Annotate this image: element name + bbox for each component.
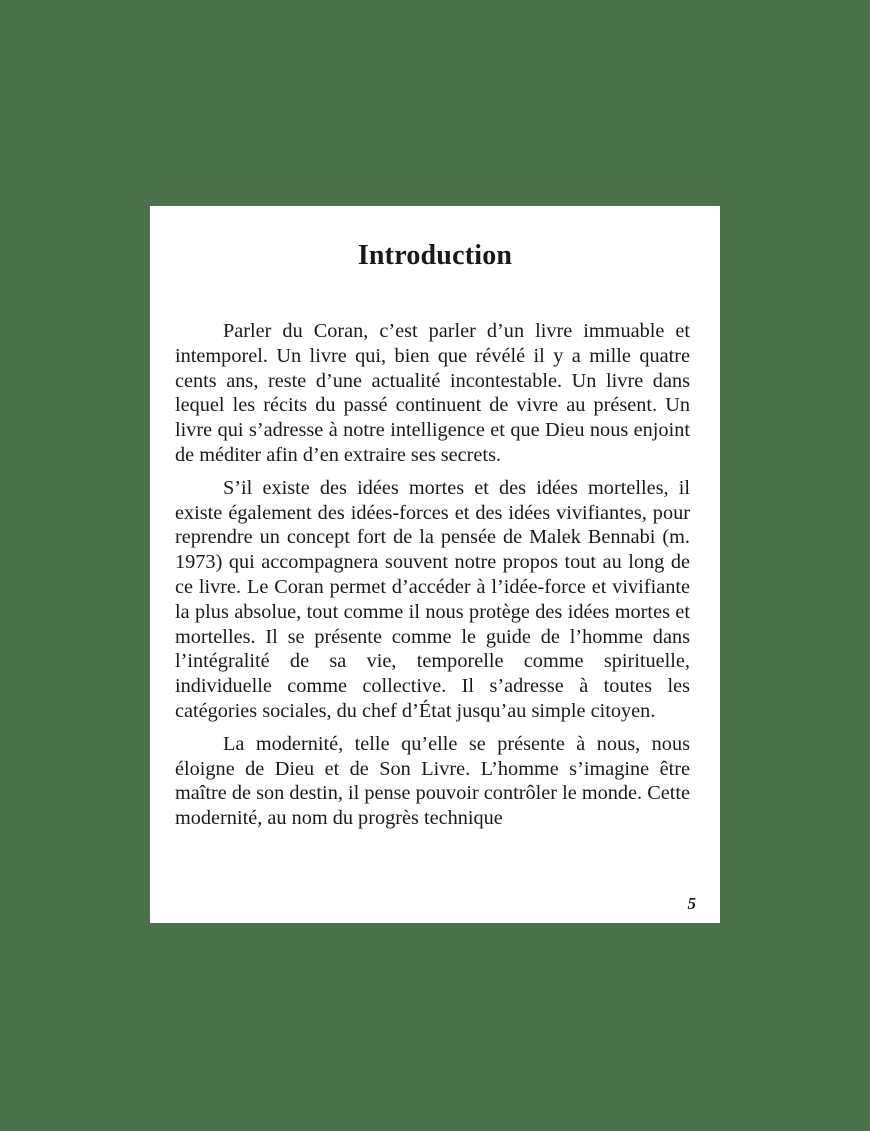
page-number: 5	[687, 894, 696, 913]
book-page	[150, 206, 720, 923]
chapter-title: Introduction	[357, 240, 513, 271]
paragraph-3: La modernité, telle qu’elle se présente à nous, nous éloigne de Dieu et de Son Livre. L’homme s’imagine être maître de son destin, il pense pouvoir contrôler le monde. Cette modernité, au nom du progrès technique	[175, 732, 690, 830]
paragraph-1: Parler du Coran, c’est parler d’un livre immuable et intemporel. Un livre qui, bien que révélé il y a mille quatre cents ans, reste d’une actualité incontestable. Un livre dans lequel les récits du passé continuent de vivre au présent. Un livre qui s’adresse à notre intelligence et que Dieu nous enjoint de méditer afin d’en extraire ses secrets.	[175, 320, 690, 466]
paragraph-2: S’il existe des idées mortes et des idées mortelles, il existe également des idées-forces et des idées vivifiantes, pour reprendre un concept fort de la pensée de Malek Bennabi (m. 1973) qui accompagnera souvent notre propos tout au long de ce livre. Le Coran permet d’accéder à l’idée-force et vivifiante la plus absolue, tout comme il nous protège des idées mortes et mortelles. Il se présente comme le guide de l’homme dans l’intégralité de sa vie, temporelle comme spirituelle, individuelle comme collective. Il s’adresse à toutes les catégories sociales, du chef d’État jusqu’au simple citoyen.	[175, 476, 690, 722]
chapter-body	[175, 319, 690, 839]
